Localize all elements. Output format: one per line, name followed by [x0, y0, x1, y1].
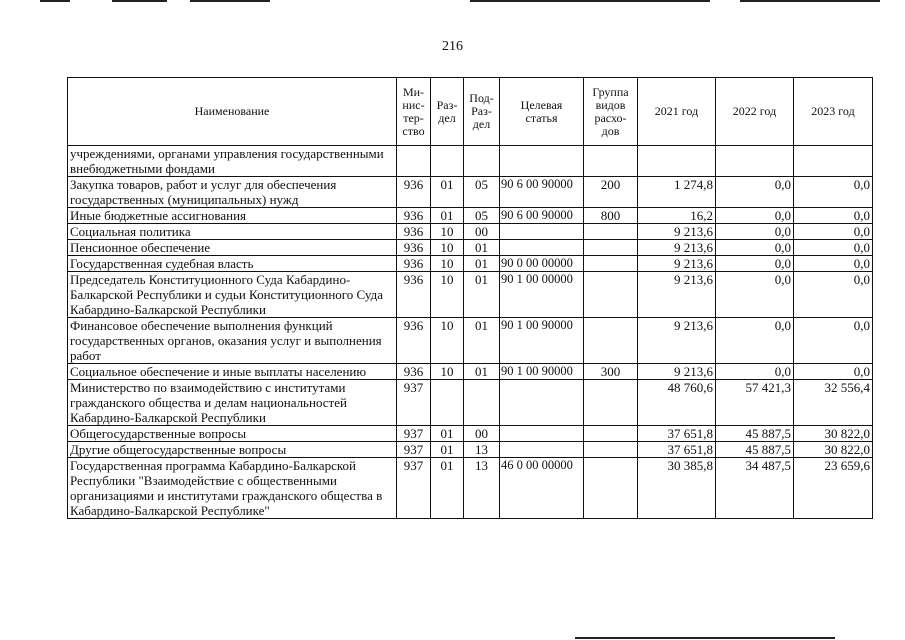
column-header-expense-group: Группа видов расхо- дов [584, 78, 638, 146]
cell-ministry: 936 [397, 224, 431, 240]
cell-2021: 1 274,8 [638, 177, 716, 208]
scan-line-artifact [575, 637, 835, 639]
cell-2022: 0,0 [716, 224, 794, 240]
cell-2023: 30 822,0 [794, 426, 873, 442]
cell-subsection: 13 [464, 458, 500, 519]
cell-subsection: 01 [464, 240, 500, 256]
column-header-2021: 2021 год [638, 78, 716, 146]
cell-ministry: 936 [397, 364, 431, 380]
cell-2022 [716, 146, 794, 177]
cell-name: Общегосударственные вопросы [68, 426, 397, 442]
column-header-2023: 2023 год [794, 78, 873, 146]
cell-subsection: 00 [464, 426, 500, 442]
cell-2023: 32 556,4 [794, 380, 873, 426]
page-number: 216 [442, 39, 463, 54]
cell-2021: 16,2 [638, 208, 716, 224]
cell-target: 90 1 00 90000 [500, 364, 584, 380]
cell-subsection: 01 [464, 364, 500, 380]
table-row [68, 364, 873, 380]
cell-section: 01 [431, 458, 464, 519]
cell-subsection [464, 146, 500, 177]
cell-subsection: 13 [464, 442, 500, 458]
cell-expense-group [584, 458, 638, 519]
cell-expense-group [584, 272, 638, 318]
cell-ministry: 937 [397, 380, 431, 426]
scan-line-artifact [190, 0, 270, 2]
cell-ministry: 936 [397, 208, 431, 224]
cell-subsection: 00 [464, 224, 500, 240]
cell-ministry [397, 146, 431, 177]
table-row [68, 208, 873, 224]
cell-name: Другие общегосударственные вопросы [68, 442, 397, 458]
cell-name: Закупка товаров, работ и услуг для обеспечения государственных (муниципальных) нужд [68, 177, 397, 208]
cell-target: 90 1 00 90000 [500, 318, 584, 364]
cell-2023: 0,0 [794, 364, 873, 380]
table-row [68, 426, 873, 442]
cell-target: 90 6 00 90000 [500, 208, 584, 224]
cell-2023: 23 659,6 [794, 458, 873, 519]
cell-expense-group: 800 [584, 208, 638, 224]
column-header-ministry: Ми- нис- тер- ство [397, 78, 431, 146]
cell-target: 90 6 00 90000 [500, 177, 584, 208]
cell-name: Государственная программа Кабардино-Балкарской Республики "Взаимодействие с общественными организациями и институтами гражданского общества в Кабардино-Балкарской Республике" [68, 458, 397, 519]
cell-section: 01 [431, 208, 464, 224]
cell-ministry: 936 [397, 256, 431, 272]
cell-name: Государственная судебная власть [68, 256, 397, 272]
table-row [68, 272, 873, 318]
cell-target [500, 224, 584, 240]
cell-expense-group [584, 442, 638, 458]
cell-target [500, 380, 584, 426]
cell-ministry: 936 [397, 318, 431, 364]
cell-subsection: 01 [464, 256, 500, 272]
cell-2022: 45 887,5 [716, 426, 794, 442]
cell-2021: 9 213,6 [638, 272, 716, 318]
cell-2022: 57 421,3 [716, 380, 794, 426]
cell-2021: 37 651,8 [638, 426, 716, 442]
cell-2022: 45 887,5 [716, 442, 794, 458]
cell-target: 90 0 00 00000 [500, 256, 584, 272]
cell-2022: 0,0 [716, 177, 794, 208]
cell-section: 10 [431, 272, 464, 318]
cell-section: 01 [431, 442, 464, 458]
cell-name: Председатель Конституционного Суда Кабардино-Балкарской Республики и судьи Конституционного Суда Кабардино-Балкарской Республики [68, 272, 397, 318]
cell-ministry: 936 [397, 177, 431, 208]
cell-section: 10 [431, 256, 464, 272]
cell-section: 01 [431, 177, 464, 208]
cell-target [500, 240, 584, 256]
cell-target: 90 1 00 00000 [500, 272, 584, 318]
cell-expense-group [584, 240, 638, 256]
cell-ministry: 936 [397, 240, 431, 256]
cell-expense-group [584, 318, 638, 364]
cell-ministry: 937 [397, 426, 431, 442]
cell-2023: 0,0 [794, 256, 873, 272]
cell-expense-group [584, 146, 638, 177]
cell-2022: 0,0 [716, 272, 794, 318]
table-row [68, 380, 873, 426]
cell-expense-group [584, 224, 638, 240]
cell-2023: 0,0 [794, 272, 873, 318]
cell-2023: 0,0 [794, 318, 873, 364]
cell-subsection: 05 [464, 177, 500, 208]
cell-expense-group: 200 [584, 177, 638, 208]
cell-section: 10 [431, 318, 464, 364]
cell-2023: 0,0 [794, 224, 873, 240]
cell-name: Социальная политика [68, 224, 397, 240]
cell-subsection [464, 380, 500, 426]
cell-2021: 48 760,6 [638, 380, 716, 426]
cell-2023: 30 822,0 [794, 442, 873, 458]
table-row [68, 177, 873, 208]
cell-2021: 9 213,6 [638, 318, 716, 364]
cell-name: учреждениями, органами управления государственными внебюджетными фондами [68, 146, 397, 177]
cell-expense-group: 300 [584, 364, 638, 380]
cell-target [500, 442, 584, 458]
column-header-2022: 2022 год [716, 78, 794, 146]
cell-ministry: 937 [397, 458, 431, 519]
cell-2023: 0,0 [794, 177, 873, 208]
cell-2022: 0,0 [716, 364, 794, 380]
cell-2021: 9 213,6 [638, 224, 716, 240]
table-row [68, 224, 873, 240]
cell-section [431, 146, 464, 177]
cell-2022: 0,0 [716, 208, 794, 224]
cell-2022: 0,0 [716, 240, 794, 256]
table-row [68, 458, 873, 519]
cell-2021: 9 213,6 [638, 240, 716, 256]
cell-2021: 37 651,8 [638, 442, 716, 458]
scan-line-artifact [112, 0, 167, 2]
cell-ministry: 936 [397, 272, 431, 318]
cell-name: Пенсионное обеспечение [68, 240, 397, 256]
cell-section: 01 [431, 426, 464, 442]
cell-subsection: 01 [464, 272, 500, 318]
cell-2022: 0,0 [716, 318, 794, 364]
cell-expense-group [584, 256, 638, 272]
cell-2022: 34 487,5 [716, 458, 794, 519]
table-row [68, 240, 873, 256]
cell-2021: 9 213,6 [638, 256, 716, 272]
cell-subsection: 01 [464, 318, 500, 364]
cell-2021: 9 213,6 [638, 364, 716, 380]
cell-2023: 0,0 [794, 208, 873, 224]
cell-section: 10 [431, 224, 464, 240]
cell-2022: 0,0 [716, 256, 794, 272]
cell-name: Министерство по взаимодействию с институтами гражданского общества и делам национальностей Кабардино-Балкарской Республики [68, 380, 397, 426]
cell-subsection: 05 [464, 208, 500, 224]
table-row [68, 442, 873, 458]
cell-expense-group [584, 426, 638, 442]
cell-2023 [794, 146, 873, 177]
cell-name: Финансовое обеспечение выполнения функций государственных органов, оказания услуг и выполнения работ [68, 318, 397, 364]
cell-target [500, 146, 584, 177]
scan-line-artifact [740, 0, 880, 2]
table-row [68, 318, 873, 364]
cell-2021 [638, 146, 716, 177]
cell-section [431, 380, 464, 426]
cell-name: Социальное обеспечение и иные выплаты населению [68, 364, 397, 380]
scan-line-artifact [470, 0, 710, 2]
cell-2023: 0,0 [794, 240, 873, 256]
scan-line-artifact [40, 0, 70, 2]
column-header-section: Раз- дел [431, 78, 464, 146]
budget-table [67, 77, 873, 519]
cell-name: Иные бюджетные ассигнования [68, 208, 397, 224]
table-header-row [68, 78, 873, 146]
column-header-target: Целевая статья [500, 78, 584, 146]
table-row [68, 146, 873, 177]
cell-section: 10 [431, 364, 464, 380]
cell-expense-group [584, 380, 638, 426]
cell-target: 46 0 00 00000 [500, 458, 584, 519]
table-row [68, 256, 873, 272]
column-header-subsection: Под- Раз- дел [464, 78, 500, 146]
cell-target [500, 426, 584, 442]
cell-2021: 30 385,8 [638, 458, 716, 519]
column-header-name: Наименование [68, 78, 397, 146]
cell-section: 10 [431, 240, 464, 256]
cell-ministry: 937 [397, 442, 431, 458]
